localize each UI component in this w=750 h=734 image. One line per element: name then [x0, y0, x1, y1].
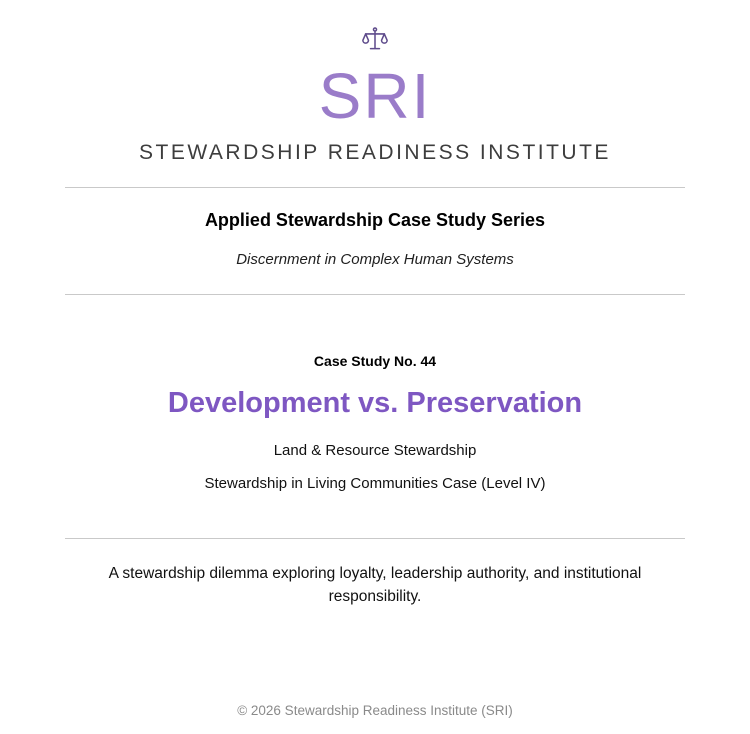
case-level: Stewardship in Living Communities Case (Level IV) [204, 475, 546, 493]
logo-text: SRI [318, 60, 432, 132]
institute-name: STEWARDSHIP READINESS INSTITUTE [139, 141, 611, 165]
copyright-notice: © 2026 Stewardship Readiness Institute (SRI) [237, 703, 513, 718]
case-title: Development vs. Preservation [167, 387, 583, 420]
scales-icon [361, 26, 389, 56]
divider-middle [65, 294, 685, 295]
series-title: Applied Stewardship Case Study Series [204, 210, 546, 231]
case-category: Land & Resource Stewardship [273, 442, 477, 460]
divider-top [65, 187, 685, 188]
case-number-label: Case Study No. 44 [313, 353, 437, 370]
series-subtitle: Discernment in Complex Human Systems [236, 251, 514, 269]
divider-bottom [65, 538, 685, 539]
case-summary: A stewardship dilemma exploring loyalty, leadership authority, and institutional responsibility. [108, 565, 642, 605]
